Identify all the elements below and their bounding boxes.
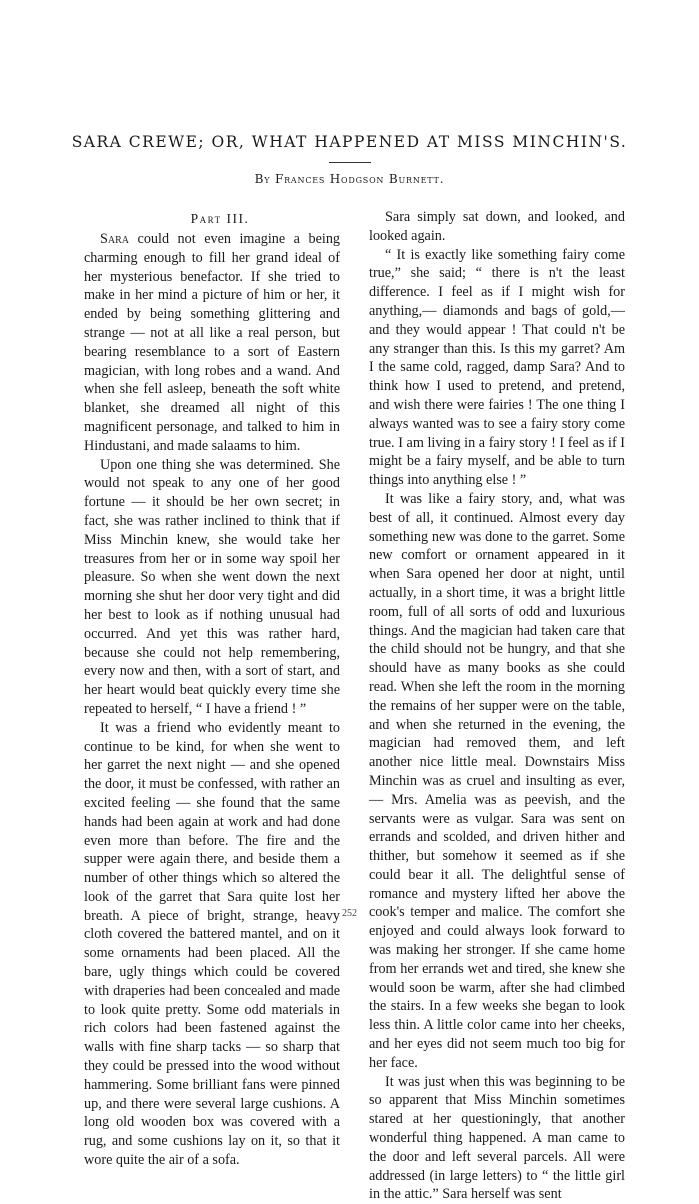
part-heading: Part III.: [190, 211, 250, 226]
paragraph: It was a friend who evidently meant to continue to be kind, for when she went to her garret the next night — and she opened the door, it must be confessed, with rather an excited feeling — she found that the same hands had been again at work and had done even more than before. The fire and the supper were again there, and beside them a number of other things which so altered the look of the garret that Sara quite lost her breath. A piece of bright, strange, heavy cloth covered the battered mantel, and on it some ornaments had been placed. All the bare, ugly things which could be covered with draperies had been concealed and made to look quite pretty. Some odd materials in rich colors had been fastened against the walls with fine sharp tacks — so sharp that they could be pressed into the wood without hammering. Some brilliant fans were pinned up, and there were several large cushions. A long old wooden box was covered with a rug, and some cushions lay on it, so that it wore quite the air of a sofa.: [84, 719, 340, 1169]
paragraph: It was like a fairy story, and, what was best of all, it continued. Almost every day something new was done to the garret. Some new comfort or ornament appeared in it when Sara opened her door at night, until actually, in a short time, it was a bright little room, full of all sorts of odd and luxurious things. And the magician had taken care that the child should not be hungry, and that she should have as many books as she could read. When she left the room in the morning the remains of her supper were on the table, and when she returned in the evening, the magician had removed them, and left another nice little meal. Downstairs Miss Minchin was as cruel and insulting as ever, — Mrs. Amelia was as peevish, and the servants were as vulgar. Sara was sent on errands and scolded, and driven hither and thither, but somehow it seemed as if she could bear it all. The delightful sense of romance and mystery lifted her above the cook's temper and malice. The comfort she enjoyed and could always look forward to was making her stronger. If she came home from her errands wet and tired, she knew she would soon be warm, after she had climbed the stairs. In a few weeks she began to look less thin. A little color came into her cheeks, and her eyes did not seem much too big for her face.: [369, 490, 625, 1071]
right-column: [369, 208, 625, 1204]
paragraph: Sara simply sat down, and looked, and looked again.: [369, 209, 625, 244]
lead-word: Sara: [100, 231, 130, 247]
left-column: [84, 208, 340, 1170]
author-byline: By Frances Hodgson Burnett.: [254, 172, 445, 186]
page-number: 252: [342, 908, 357, 919]
article-title: SARA CREWE; OR, WHAT HAPPENED AT MISS MINCHIN'S.: [71, 133, 628, 151]
paragraph: It was just when this was beginning to be so apparent that Miss Minchin sometimes stared at her questioningly, that another wonderful thing happened. A man came to the door and left several parcels. All were addressed (in large letters) to “ the little girl in the attic.” Sara herself was sent: [369, 1073, 625, 1203]
paragraph-text: could not even imagine a being charming enough to fill her grand ideal of her mysterious benefactor. If she tried to make in her mind a picture of him or her, it ended by being something glittering and strange — not at all like a real person, but bearing resemblance to a sort of Eastern magician, with long robes and a wand. And when she fell asleep, beneath the soft white blanket, she dreamed all night of this magnificent personage, and talked to him in Hindustani, and made salaams to him.: [84, 231, 341, 454]
title-divider: [329, 162, 371, 163]
paragraph: [84, 230, 340, 456]
paragraph: “ It is exactly like something fairy come true,” she said; “ there is n't the least difference. I feel as if I might wish for anything,— diamonds and bags of gold,— and they would appear ! That could n't be any stranger than this. Is this my garret? Am I the same cold, ragged, damp Sara? And to think how I used to pretend, and pretend, and wish there were fairies ! The one thing I always wanted was to see a fairy story come true. I am living in a fairy story ! I feel as if I might be a fairy myself, and be able to turn things into anything else ! ”: [369, 246, 625, 489]
paragraph: Upon one thing she was determined. She would not speak to any one of her good fortune — it should be her own secret; in fact, she was rather inclined to think that if Miss Minchin knew, she would take her treasures from her or in some way spoil her pleasure. So when she went down the next morning she shut her door very tight and did her best to look as if nothing unusual had occurred. And yet this was rather hard, because she could not help remembering, every now and then, with a sort of start, and her heart would beat quickly every time she repeated to herself, “ I have a friend ! ”: [84, 456, 340, 717]
